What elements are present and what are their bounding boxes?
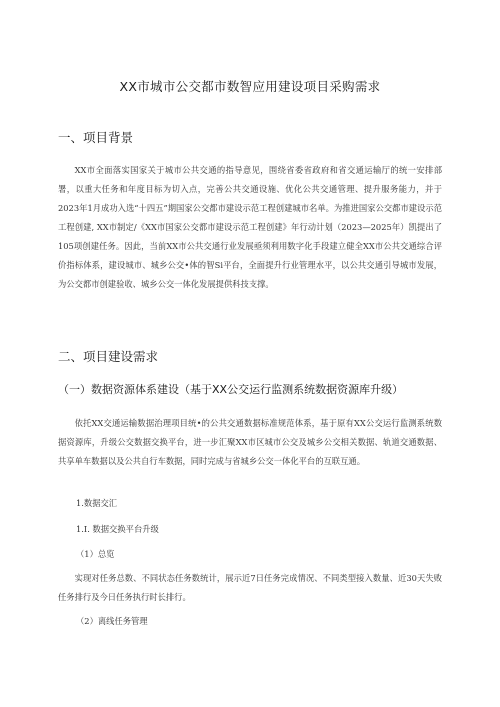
subsection-heading-data-resources: （一）数据资源体系建设（基于XX公交运行监测系统数据资源库升级） [58,383,404,396]
overview-paragraph: 实现对任务总数、不同状态任务数统计，展示近7日任务完成情况、不同类型接入数量、近30天失败任务排行及今日任务执行时长排行。 [58,573,442,602]
item-exchange-platform-upgrade: 1.I. 数据交换平台升级 [76,524,159,534]
document-title: XX市城市公交都市数智应用建设项目采购需求 [119,79,381,94]
item-offline-task-management: （2）离线任务管理 [76,616,148,626]
section-heading-requirements: 二、项目建设需求 [58,349,159,364]
item-overview: （1）总览 [76,549,115,559]
requirements-paragraph: 依托XX交通运输数据治理项目统•的公共交通数据标准规范体系，基于原有XX公交运行监测系统数据资源库，升级公交数据交换平台，进一步汇聚XX市区城市公交及城乡公交相关数据、轨道交通数据、共享单车数据以及公共自行车数据，同时完成与省城乡公交一体化平台的互联互通。 [58,418,442,466]
background-paragraph: XX市全面落实国家关于城市公共交通的指导意见，围绕省委省政府和省交通运输厅的统一安排部署，以重大任务和年度目标为切入点，完善公共交通设施、优化公共交通管理、提升服务能力，并于2023年1月成功入选“十四五”期国家公交都市建设示范工程创建城市名单。为推进国家公交都市建设示范工程创建, XX市制定/《XX市国家公交都市建设示范工程创建》年行动计划（2023—2025年）凯提出了105项创建任务。因此，当前XX市公共交通行业发展亟须利用数字化手段建立健全XX市公共交通综合评价指标体系，建设城市、城乡公交•体的智Si平台，全面提升行业管理水平，以公共交通引导城市发展，为公交都市创建验收、城乡公交一体化发展提供科技支撑。 [58,165,442,289]
section-heading-background: 一、项目背景 [58,130,134,145]
item-data-exchange: 1.数据交汇 [76,498,118,508]
